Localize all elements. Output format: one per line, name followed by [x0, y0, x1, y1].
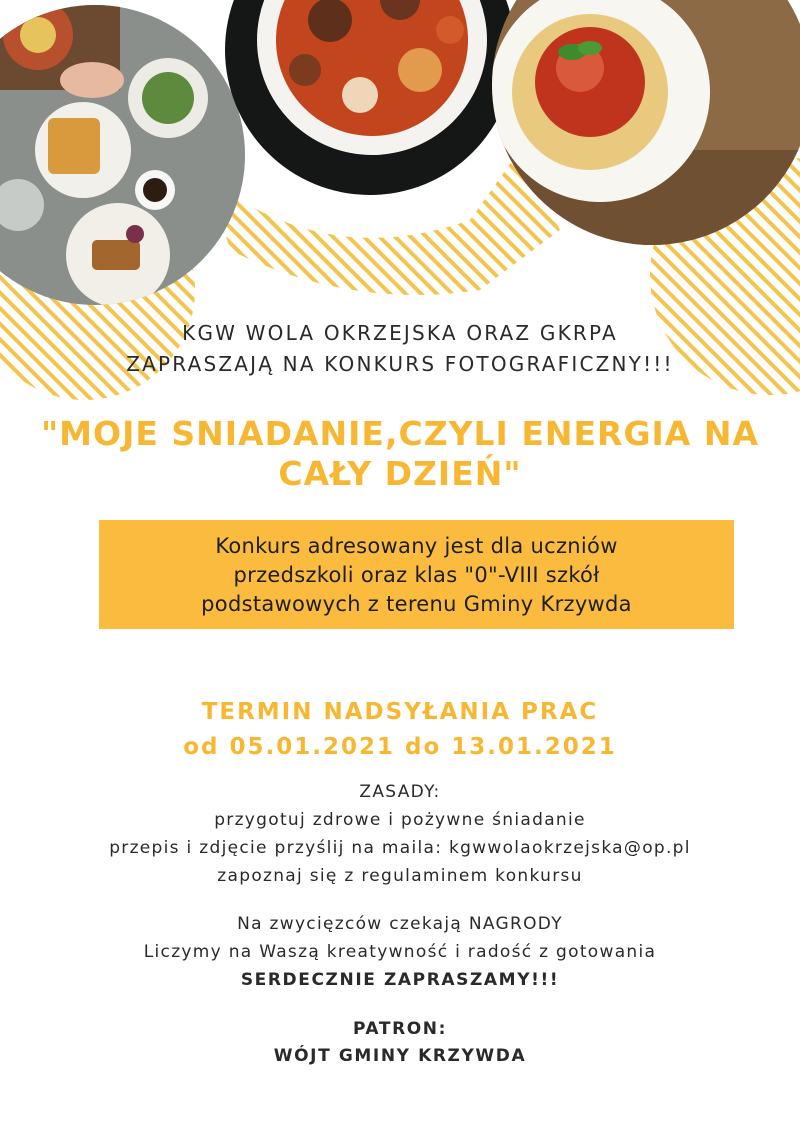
audience-line-3: podstawowych z terenu Gminy Krzywda [201, 592, 632, 616]
deadline-dates: od 05.01.2021 do 13.01.2021 [183, 734, 617, 760]
breakfast-table-photo [0, 0, 250, 310]
audience-line-1: Konkurs adresowany jest dla uczniów [215, 534, 618, 558]
intro-line-1: KGW WOLA OKRZEJSKA ORAZ GKRPA [182, 321, 618, 345]
patron-label: PATRON: [352, 1019, 448, 1039]
invitation-text [0, 318, 800, 380]
deadline-section [0, 695, 800, 765]
prizes-section [0, 910, 800, 994]
deadline-heading: TERMIN NADSYŁANIA PRAC [201, 699, 599, 725]
prizes-line-2: Liczymy na Waszą kreatywność i radość z gotowania [143, 942, 657, 962]
patron-section [0, 1016, 800, 1070]
rules-section [0, 778, 800, 890]
audience-box [99, 520, 734, 629]
title-line-2: CAŁY DZIEŃ" [278, 454, 522, 493]
rules-item-3: zapoznaj się z regulaminem konkursu [217, 866, 583, 886]
rules-heading: ZASADY: [359, 782, 441, 802]
invitation-closing: SERDECZNIE ZAPRASZAMY!!! [240, 970, 560, 990]
contest-title [0, 414, 800, 494]
prizes-line-1: Na zwycięzców czekają NAGRODY [237, 914, 563, 934]
audience-line-2: przedszkoli oraz klas "0"-VIII szkół [233, 563, 600, 587]
stew-bowl-photo [220, 0, 520, 200]
rules-item-2: przepis i zdjęcie przyślij na maila: kgwwolaokrzejska@op.pl [109, 838, 691, 858]
patron-name: WÓJT GMINY KRZYWDA [273, 1046, 527, 1066]
intro-line-2: ZAPRASZAJĄ NA KONKURS FOTOGRAFICZNY!!! [126, 352, 674, 376]
title-line-1: "MOJE SNIADANIE,CZYLI ENERGIA NA [40, 414, 759, 453]
rules-item-1: przygotuj zdrowe i pożywne śniadanie [214, 810, 586, 830]
